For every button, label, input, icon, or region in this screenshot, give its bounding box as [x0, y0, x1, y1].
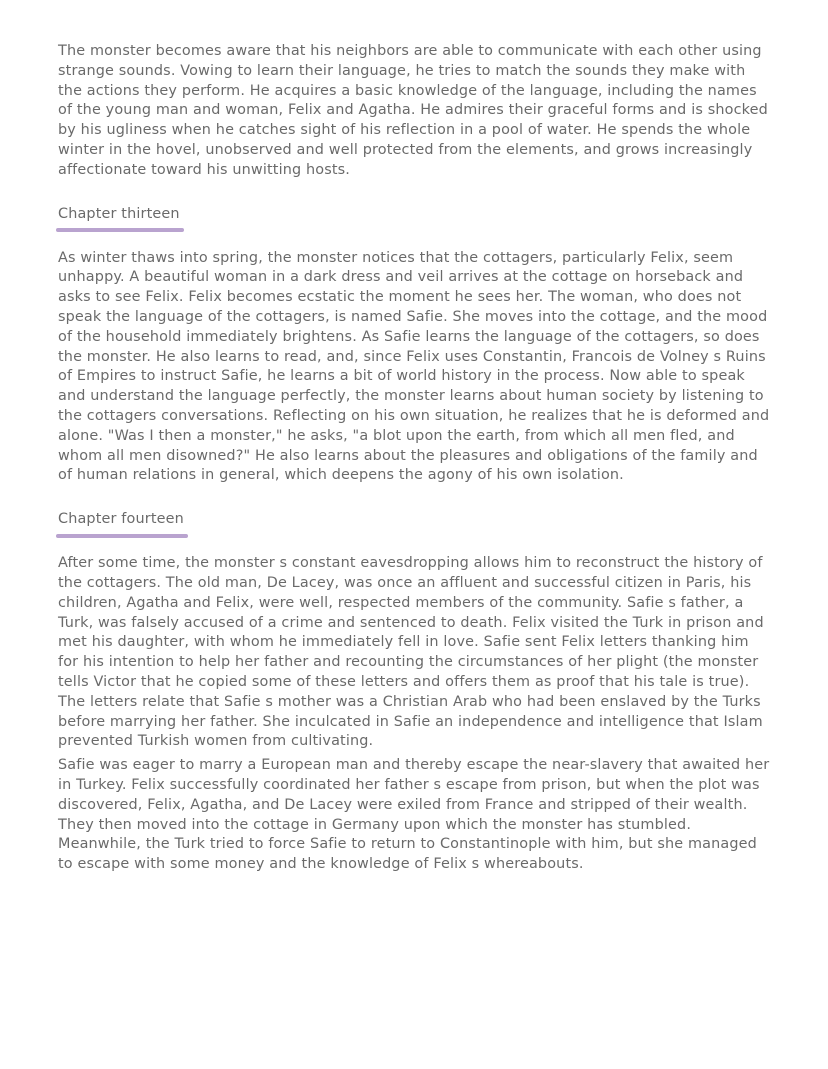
notes-page [58, 42, 770, 875]
chapter-thirteen-heading-row [58, 205, 770, 227]
chapter-thirteen-heading [58, 205, 180, 227]
chapter-fourteen-heading [58, 510, 184, 532]
chapter-thirteen-highlight [56, 228, 184, 232]
chapter-thirteen-heading-text: Chapter thirteen [58, 205, 180, 222]
chapter-fourteen-highlight [56, 534, 188, 538]
intro-paragraph: The monster becomes aware that his neighbors are able to communicate with each other using strange sounds. Vowing to learn their language, he tries to match the sounds they make with the actions they perform. He acquires a basic knowledge of the language, including the names of the young man and woman, Felix and Agatha. He admires their graceful forms and is shocked by his ugliness when he catches sight of his reflection in a pool of water. He spends the whole winter in the hovel, unobserved and well protected from the elements, and grows increasingly affectionate toward his unwitting hosts. [58, 43, 768, 178]
chapter-fourteen-heading-row [58, 510, 770, 532]
chapter-thirteen-paragraph: As winter thaws into spring, the monster notices that the cottagers, particularly Felix, seem unhappy. A beautiful woman in a dark dress and veil arrives at the cottage on horseback and asks to see Felix. Felix becomes ecstatic the moment he sees her. The woman, who does not speak the language of the cottagers, is named Safie. She moves into the cottage, and the mood of the household immediately brightens. As Safie learns the language of the cottagers, so does the monster. He also learns to read, and, since Felix uses Constantin, Francois de Volney s Ruins of Empires to instruct Safie, he learns a bit of world history in the process. Now able to speak and understand the language perfectly, the monster learns about human society by listening to the cottagers conversations. Reflecting on his own situation, he realizes that he is deformed and alone. "Was I then a monster," he asks, "a blot upon the earth, from which all men fled, and whom all men disowned?" He also learns about the pleasures and obligations of the family and of human relations in general, which deepens the agony of his own isolation. [58, 249, 770, 484]
chapter-fourteen-paragraph-1: After some time, the monster s constant eavesdropping allows him to reconstruct the history of the cottagers. The old man, De Lacey, was once an affluent and successful citizen in Paris, his children, Agatha and Felix, were well, respected members of the community. Safie s father, a Turk, was falsely accused of a crime and sentenced to death. Felix visited the Turk in prison and met his daughter, with whom he immediately fell in love. Safie sent Felix letters thanking him for his intention to help her father and recounting the circumstances of her plight (the monster tells Victor that he copied some of these letters and offers them as proof that his tale is true). The letters relate that Safie s mother was a Christian Arab who had been enslaved by the Turks before marrying her father. She inculcated in Safie an independence and intelligence that Islam prevented Turkish women from cultivating. [58, 555, 764, 750]
chapter-fourteen-paragraph-2: Safie was eager to marry a European man and thereby escape the near-slavery that awaited her in Turkey. Felix successfully coordinated her father s escape from prison, but when the plot was discovered, Felix, Agatha, and De Lacey were exiled from France and stripped of their wealth. They then moved into the cottage in Germany upon which the monster has stumbled. Meanwhile, the Turk tried to force Safie to return to Constantinople with him, but she managed to escape with some money and the knowledge of Felix s whereabouts. [58, 757, 770, 873]
chapter-fourteen-heading-text: Chapter fourteen [58, 511, 184, 528]
